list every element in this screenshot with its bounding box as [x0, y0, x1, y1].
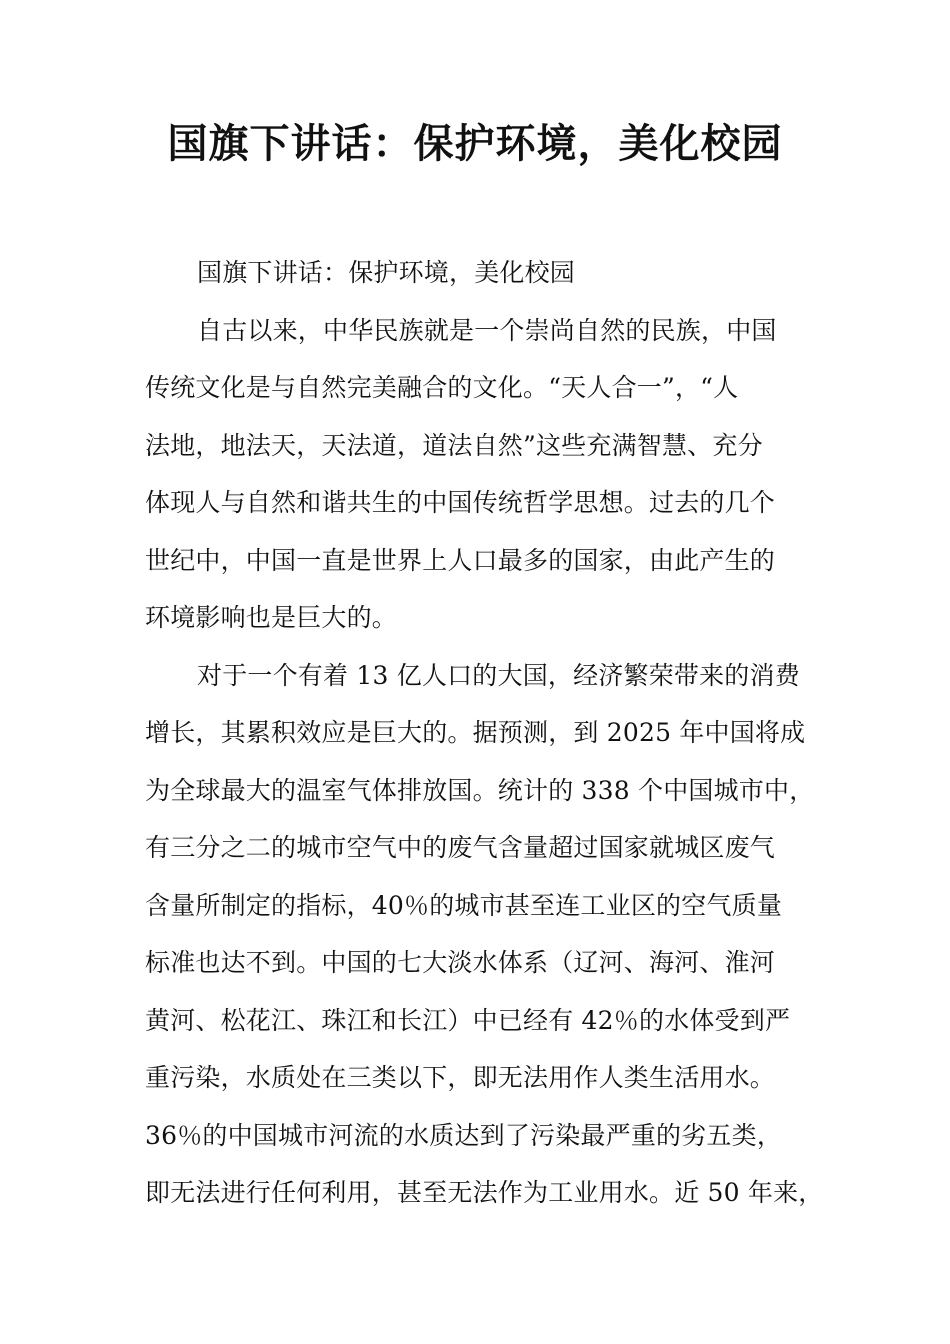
paragraph-2-line-5: 含量所制定的指标，40％的城市甚至连工业区的空气质量 — [145, 890, 783, 920]
paragraph-1-line-1: 自古以来，中华民族就是一个崇尚自然的民族，中国 — [197, 315, 777, 345]
paragraph-1-line-6: 环境影响也是巨大的。 — [145, 603, 398, 632]
paragraph-2-line-9: 36％的中国城市河流的水质达到了污染最严重的劣五类， — [145, 1120, 783, 1150]
document-body — [145, 244, 825, 1222]
paragraph-2-line-6: 标准也达不到。中国的七大淡水体系（辽河、海河、淮河 — [145, 948, 776, 977]
paragraph-1-line-5: 世纪中，中国一直是世界上人口最多的国家，由此产生的 — [145, 545, 776, 575]
paragraph-2-line-2: 增长，其累积效应是巨大的。据预测，到 2025 年中国将成 — [145, 718, 806, 747]
paragraph-1-line-4: 体现人与自然和谐共生的中国传统哲学思想。过去的几个 — [145, 488, 776, 517]
paragraph-1-line-3: 法地，地法天，天法道，道法自然”这些充满智慧、充分 — [145, 430, 763, 460]
subtitle-line: 国旗下讲话：保护环境，美化校园 — [197, 258, 576, 287]
page-title: 国旗下讲话：保护环境，美化校园 — [167, 120, 783, 167]
paragraph-1-line-2: 传统文化是与自然完美融合的文化。“天人合一”，“人 — [145, 373, 739, 402]
paragraph-2-line-1: 对于一个有着 13 亿人口的大国，经济繁荣带来的消费 — [197, 660, 800, 690]
paragraph-2-line-8: 重污染，水质处在三类以下，即无法用作人类生活用水。 — [145, 1063, 776, 1092]
paragraph-2-line-4: 有三分之二的城市空气中的废气含量超过国家就城区废气 — [145, 833, 776, 862]
paragraph-2-line-3: 为全球最大的温室气体排放国。统计的 338 个中国城市中， — [145, 775, 815, 805]
paragraph-2-line-10: 即无法进行任何利用，甚至无法作为工业用水。近 50 年来， — [145, 1178, 824, 1207]
paragraph-2-line-7: 黄河、松花江、珠江和长江）中已经有 42％的水体受到严 — [145, 1005, 791, 1035]
